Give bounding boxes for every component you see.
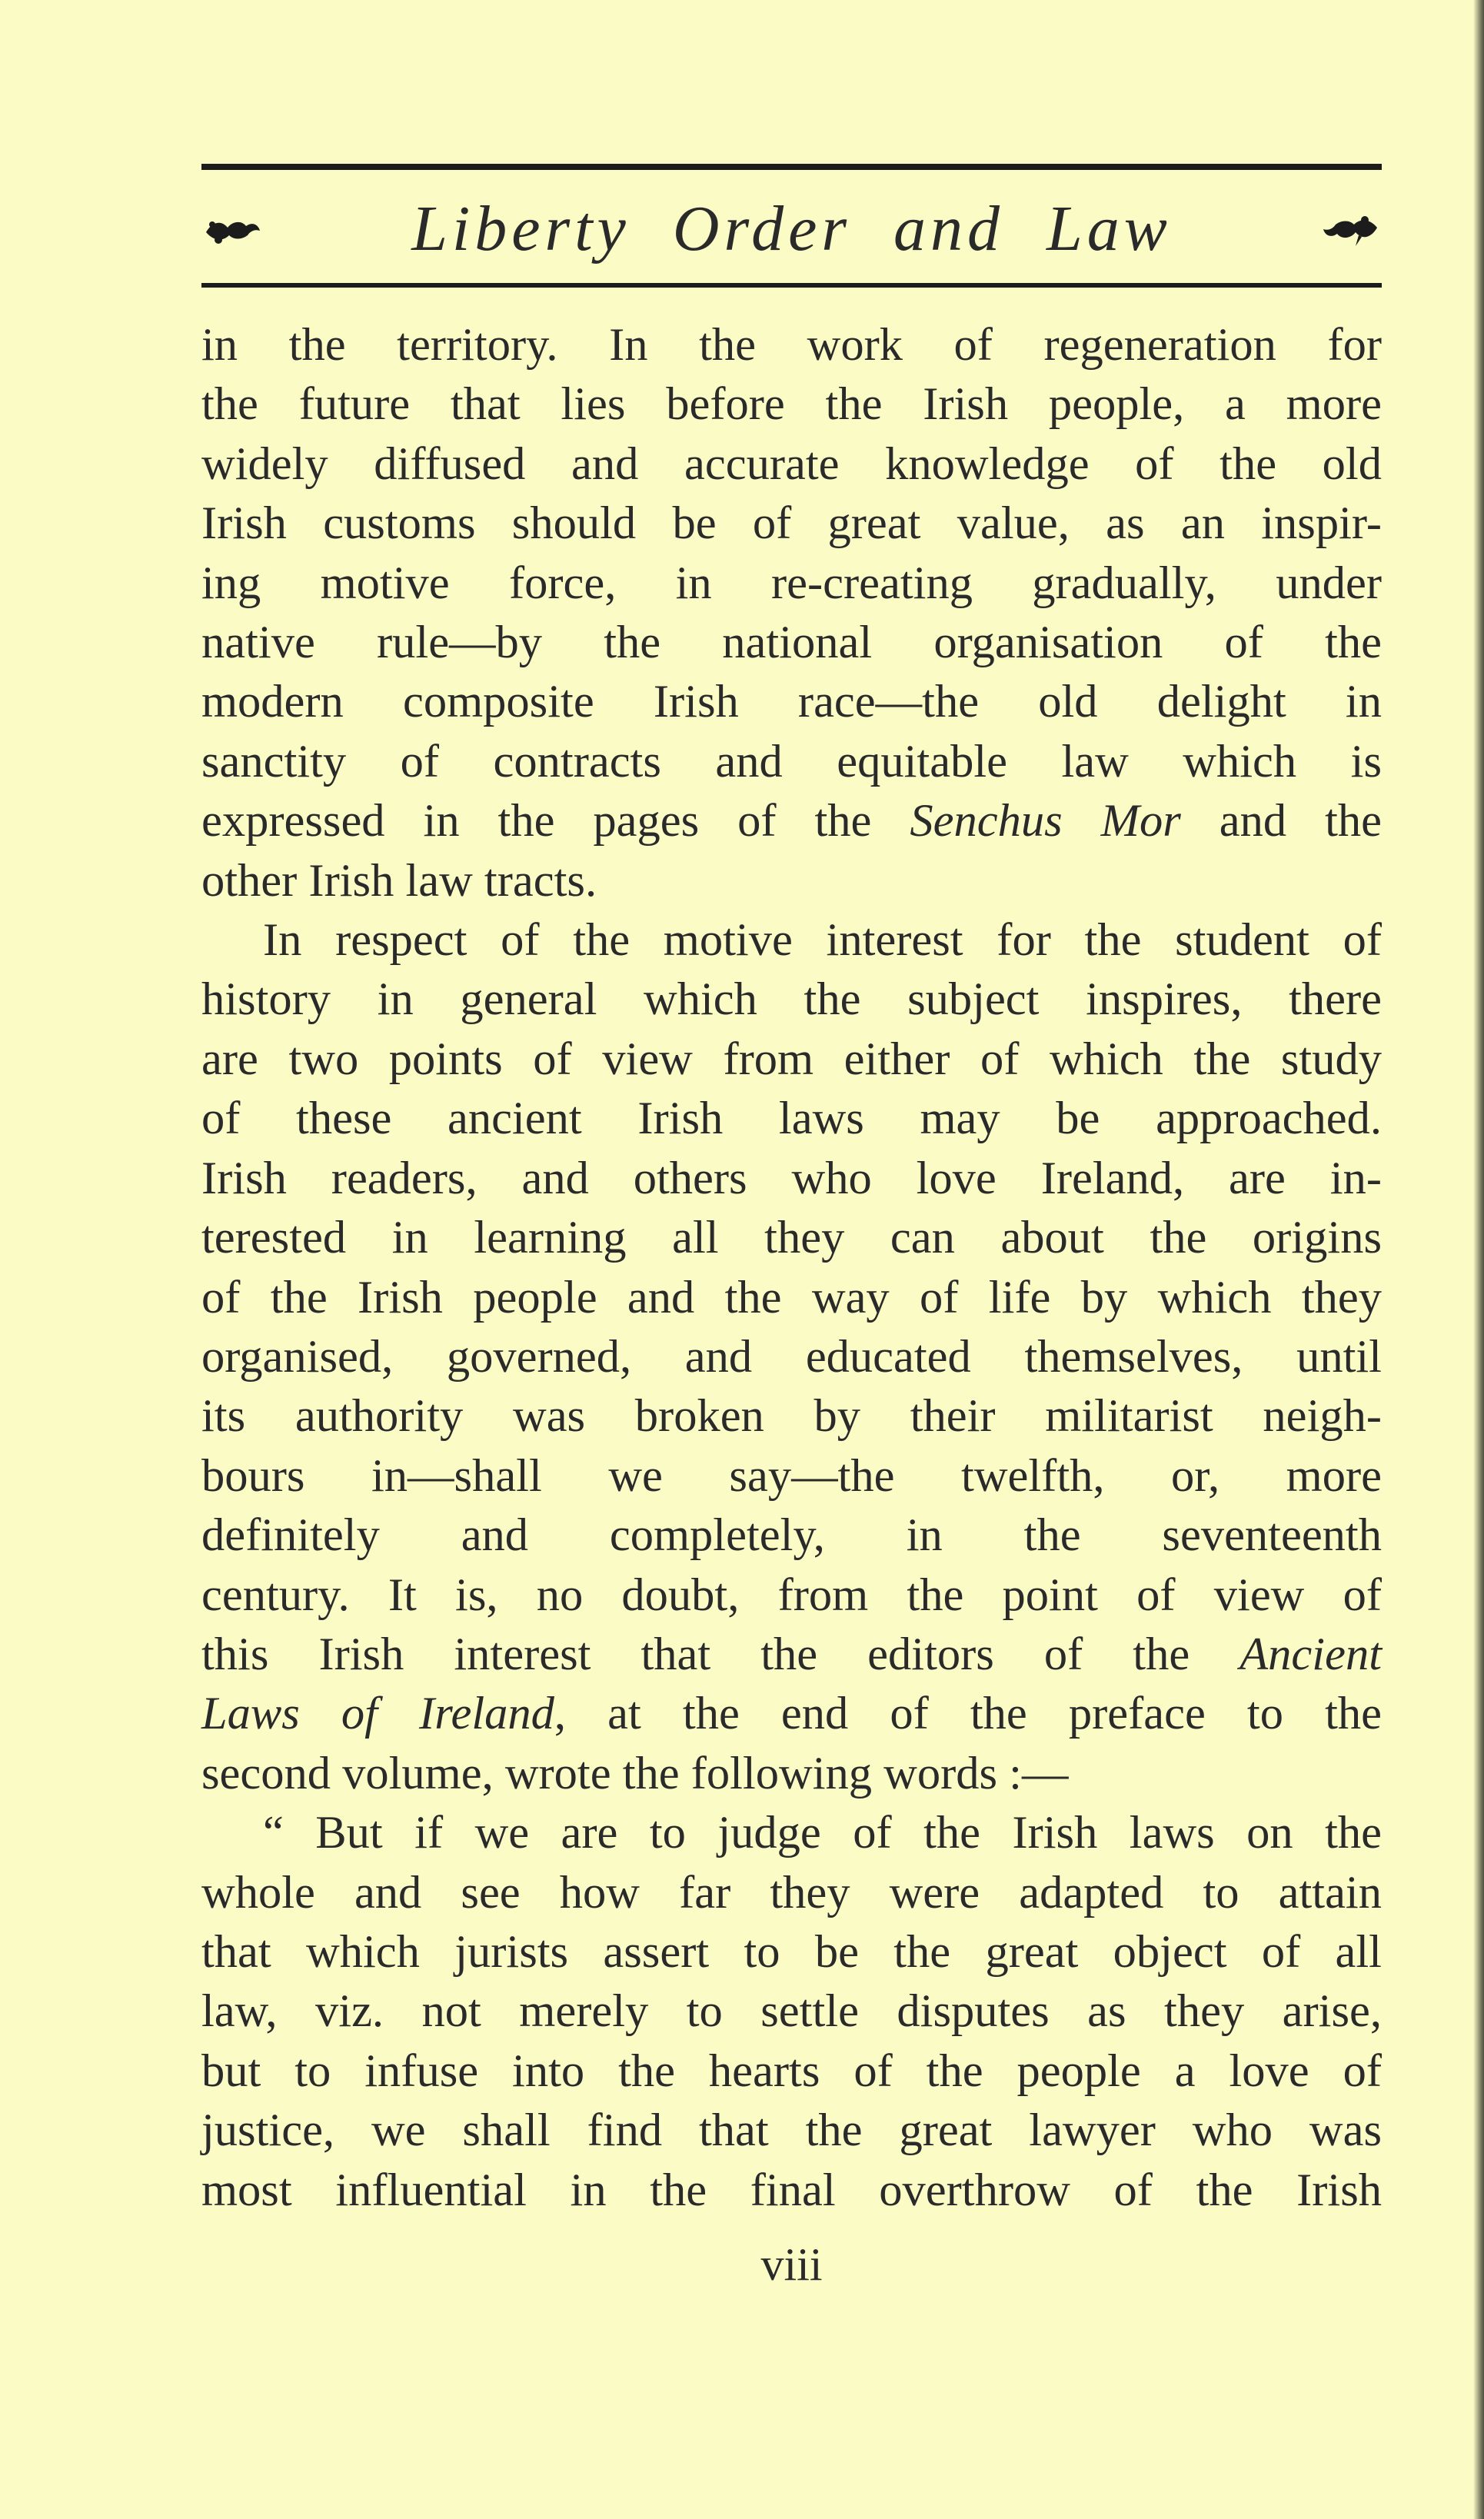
text-line: justice, we shall find that the great lawyer who was <box>201 2105 1382 2157</box>
text-line: widely diffused and accurate knowledge of the old <box>201 438 1382 490</box>
text-line: that which jurists assert to be the great object of all <box>201 1925 1382 1978</box>
italic-title-ancient: Ancient <box>1239 1628 1382 1680</box>
text-line: century. It is, no doubt, from the point of view of <box>201 1569 1382 1621</box>
text-line: definitely and completely, in the seventeenth <box>201 1509 1382 1562</box>
text-line: native rule—by the national organisation of the <box>201 617 1382 669</box>
text-line <box>201 1625 1382 1684</box>
text-line: modern composite Irish race—the old delight in <box>201 676 1382 728</box>
text-line: in the territory. In the work of regeneration for <box>201 319 1382 371</box>
text-span: , at the end of the preface to the <box>554 1688 1382 1740</box>
text-span: this Irish interest that the editors of the <box>201 1628 1240 1680</box>
header-rule-top <box>201 164 1382 170</box>
text-line: whole and see how far they were adapted to attain <box>201 1866 1382 1918</box>
text-line: terested in learning all they can about the origins <box>201 1212 1382 1264</box>
text-line: history in general which the subject inspires, there <box>201 973 1382 1026</box>
body-text <box>201 315 1382 2220</box>
text-line: its authority was broken by their militarist neigh- <box>201 1390 1382 1443</box>
text-line: In respect of the motive interest for the student of <box>263 914 1382 967</box>
header-rule-bottom <box>201 283 1382 288</box>
text-line: sanctity of contracts and equitable law which is <box>201 735 1382 787</box>
text-line: ing motive force, in re-creating gradually, under <box>201 557 1382 609</box>
text-span: and the <box>1180 795 1382 847</box>
text-line: but to infuse into the hearts of the people a love of <box>201 2045 1382 2097</box>
text-line: bours in—shall we say—the twelfth, or, more <box>201 1449 1382 1502</box>
text-line: of the Irish people and the way of life by which they <box>201 1271 1382 1323</box>
text-line: Irish readers, and others who love Ireland, are in- <box>201 1152 1382 1204</box>
text-span: expressed in the pages of the <box>201 795 910 847</box>
italic-title-senchus-mor: Senchus Mor <box>910 795 1181 847</box>
text-line: other Irish law tracts. <box>201 854 597 907</box>
text-line: law, viz. not merely to settle disputes as they arise, <box>201 1985 1382 2038</box>
text-line <box>201 791 1382 850</box>
text-line: Irish customs should be of great value, as an inspir- <box>201 497 1382 550</box>
running-header <box>201 174 1382 280</box>
text-line: second volume, wrote the following words :— <box>201 1747 1069 1799</box>
text-line <box>201 1684 1382 1743</box>
text-line: organised, governed, and educated themselves, until <box>201 1330 1382 1383</box>
page-edge-shadow <box>1473 0 1484 2519</box>
italic-title-laws-of-ireland: Laws of Ireland <box>201 1688 554 1740</box>
text-line: most influential in the final overthrow of the Irish <box>201 2164 1382 2216</box>
text-line: “ But if we are to judge of the Irish laws on the <box>263 1807 1382 1859</box>
page-number: viii <box>760 2239 823 2290</box>
text-line: the future that lies before the Irish people, a more <box>201 378 1382 431</box>
text-line: are two points of view from either of which the study <box>201 1033 1382 1085</box>
page-title: Liberty Order and Law <box>411 193 1172 265</box>
text-line: of these ancient Irish laws may be approached. <box>201 1093 1382 1145</box>
fleuron-right-icon <box>1320 212 1382 248</box>
